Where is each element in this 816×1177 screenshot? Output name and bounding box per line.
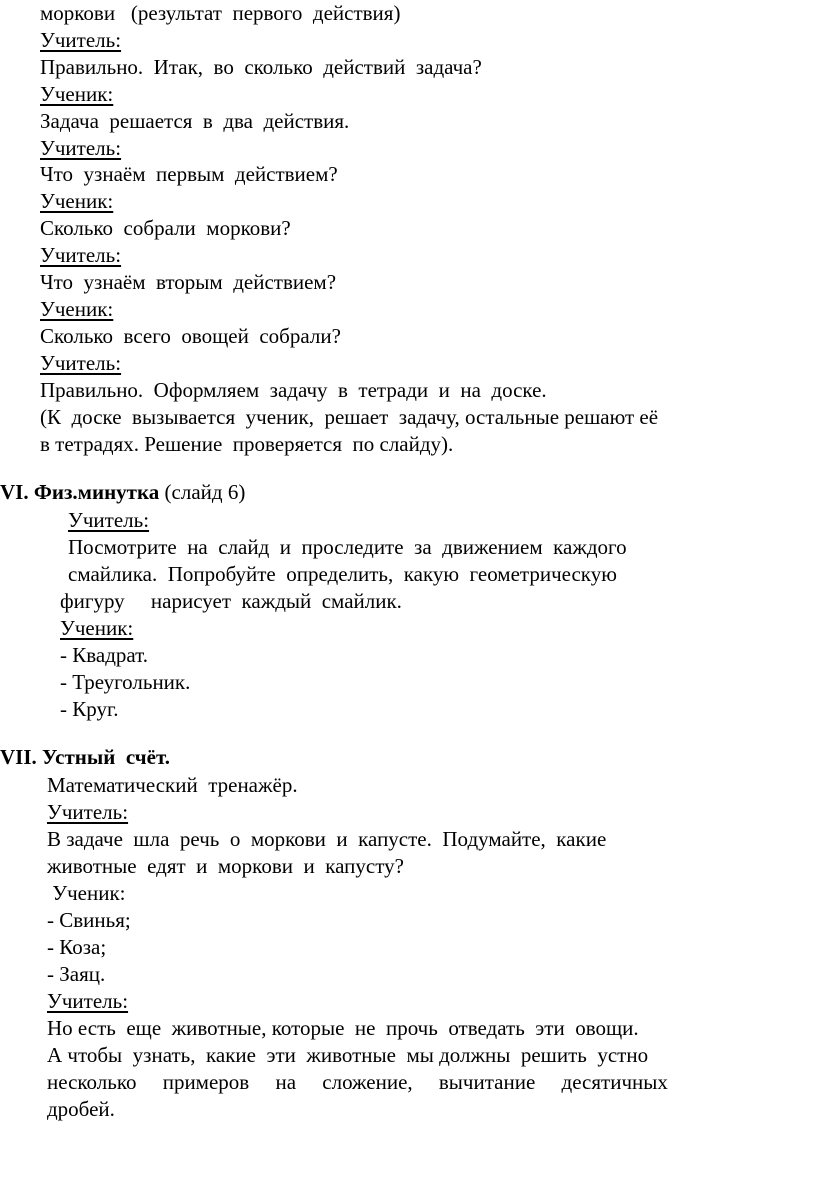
list-item: - Заяц. <box>47 962 106 986</box>
text-line: в тетрадях. Решение проверяется по слайду). <box>40 432 454 456</box>
section-heading-7 <box>0 744 170 770</box>
text-line: Сколько собрали моркови? <box>40 216 291 240</box>
speaker-label-student: Ученик: <box>40 297 114 321</box>
speaker-label-teacher: Учитель: <box>40 351 122 375</box>
speaker-label-teacher: Учитель: <box>40 28 122 52</box>
text-line: животные едят и моркови и капусту? <box>47 854 404 878</box>
text-line: В задаче шла речь о моркови и капусте. Подумайте, какие <box>47 827 607 851</box>
text-line: несколько примеров на сложение, вычитание десятичных <box>47 1070 668 1094</box>
list-item: - Квадрат. <box>60 643 149 667</box>
speaker-label-teacher: Учитель: <box>40 136 122 160</box>
text-line: Но есть еще животные, которые не прочь отведать эти овощи. <box>47 1016 639 1040</box>
list-item: - Круг. <box>60 697 119 721</box>
section-heading-6 <box>0 479 245 505</box>
section-note: (слайд 6) <box>159 480 246 504</box>
section-number: VII. <box>0 745 37 769</box>
text-line: дробей. <box>47 1097 115 1121</box>
text-line: (К доске вызывается ученик, решает задачу, остальные решают её <box>40 405 659 429</box>
text-line: Что узнаём первым действием? <box>40 162 338 186</box>
section-number: VI. <box>0 480 29 504</box>
text-line: Математический тренажёр. <box>47 773 298 797</box>
text-line: смайлика. Попробуйте определить, какую геометрическую <box>68 562 617 586</box>
section-title: Устный счёт. <box>42 745 170 769</box>
speaker-label-teacher: Учитель: <box>68 508 150 532</box>
text-line: Сколько всего овощей собрали? <box>40 324 341 348</box>
text-line: Задача решается в два действия. <box>40 109 350 133</box>
speaker-label-student: Ученик: <box>47 881 126 905</box>
speaker-label-student: Ученик: <box>40 189 114 213</box>
section-title: Физ.минутка <box>33 480 160 504</box>
text-line: А чтобы узнать, какие эти животные мы должны решить устно <box>47 1043 649 1067</box>
list-item: - Свинья; <box>47 908 131 932</box>
list-item: - Коза; <box>47 935 107 959</box>
text-line: Что узнаём вторым действием? <box>40 270 337 294</box>
speaker-label-student: Ученик: <box>60 616 134 640</box>
list-item: - Треугольник. <box>60 670 191 694</box>
text-line: Правильно. Итак, во сколько действий задача? <box>40 55 482 79</box>
text-line: Посмотрите на слайд и проследите за движением каждого <box>68 535 627 559</box>
speaker-label-teacher: Учитель: <box>47 800 129 824</box>
speaker-label-teacher: Учитель: <box>40 243 122 267</box>
text-line: моркови (результат первого действия) <box>40 1 401 25</box>
text-line: Правильно. Оформляем задачу в тетради и на доске. <box>40 378 547 402</box>
text-line: фигуру нарисует каждый смайлик. <box>60 589 402 613</box>
speaker-label-student: Ученик: <box>40 82 114 106</box>
speaker-label-teacher: Учитель: <box>47 989 129 1013</box>
